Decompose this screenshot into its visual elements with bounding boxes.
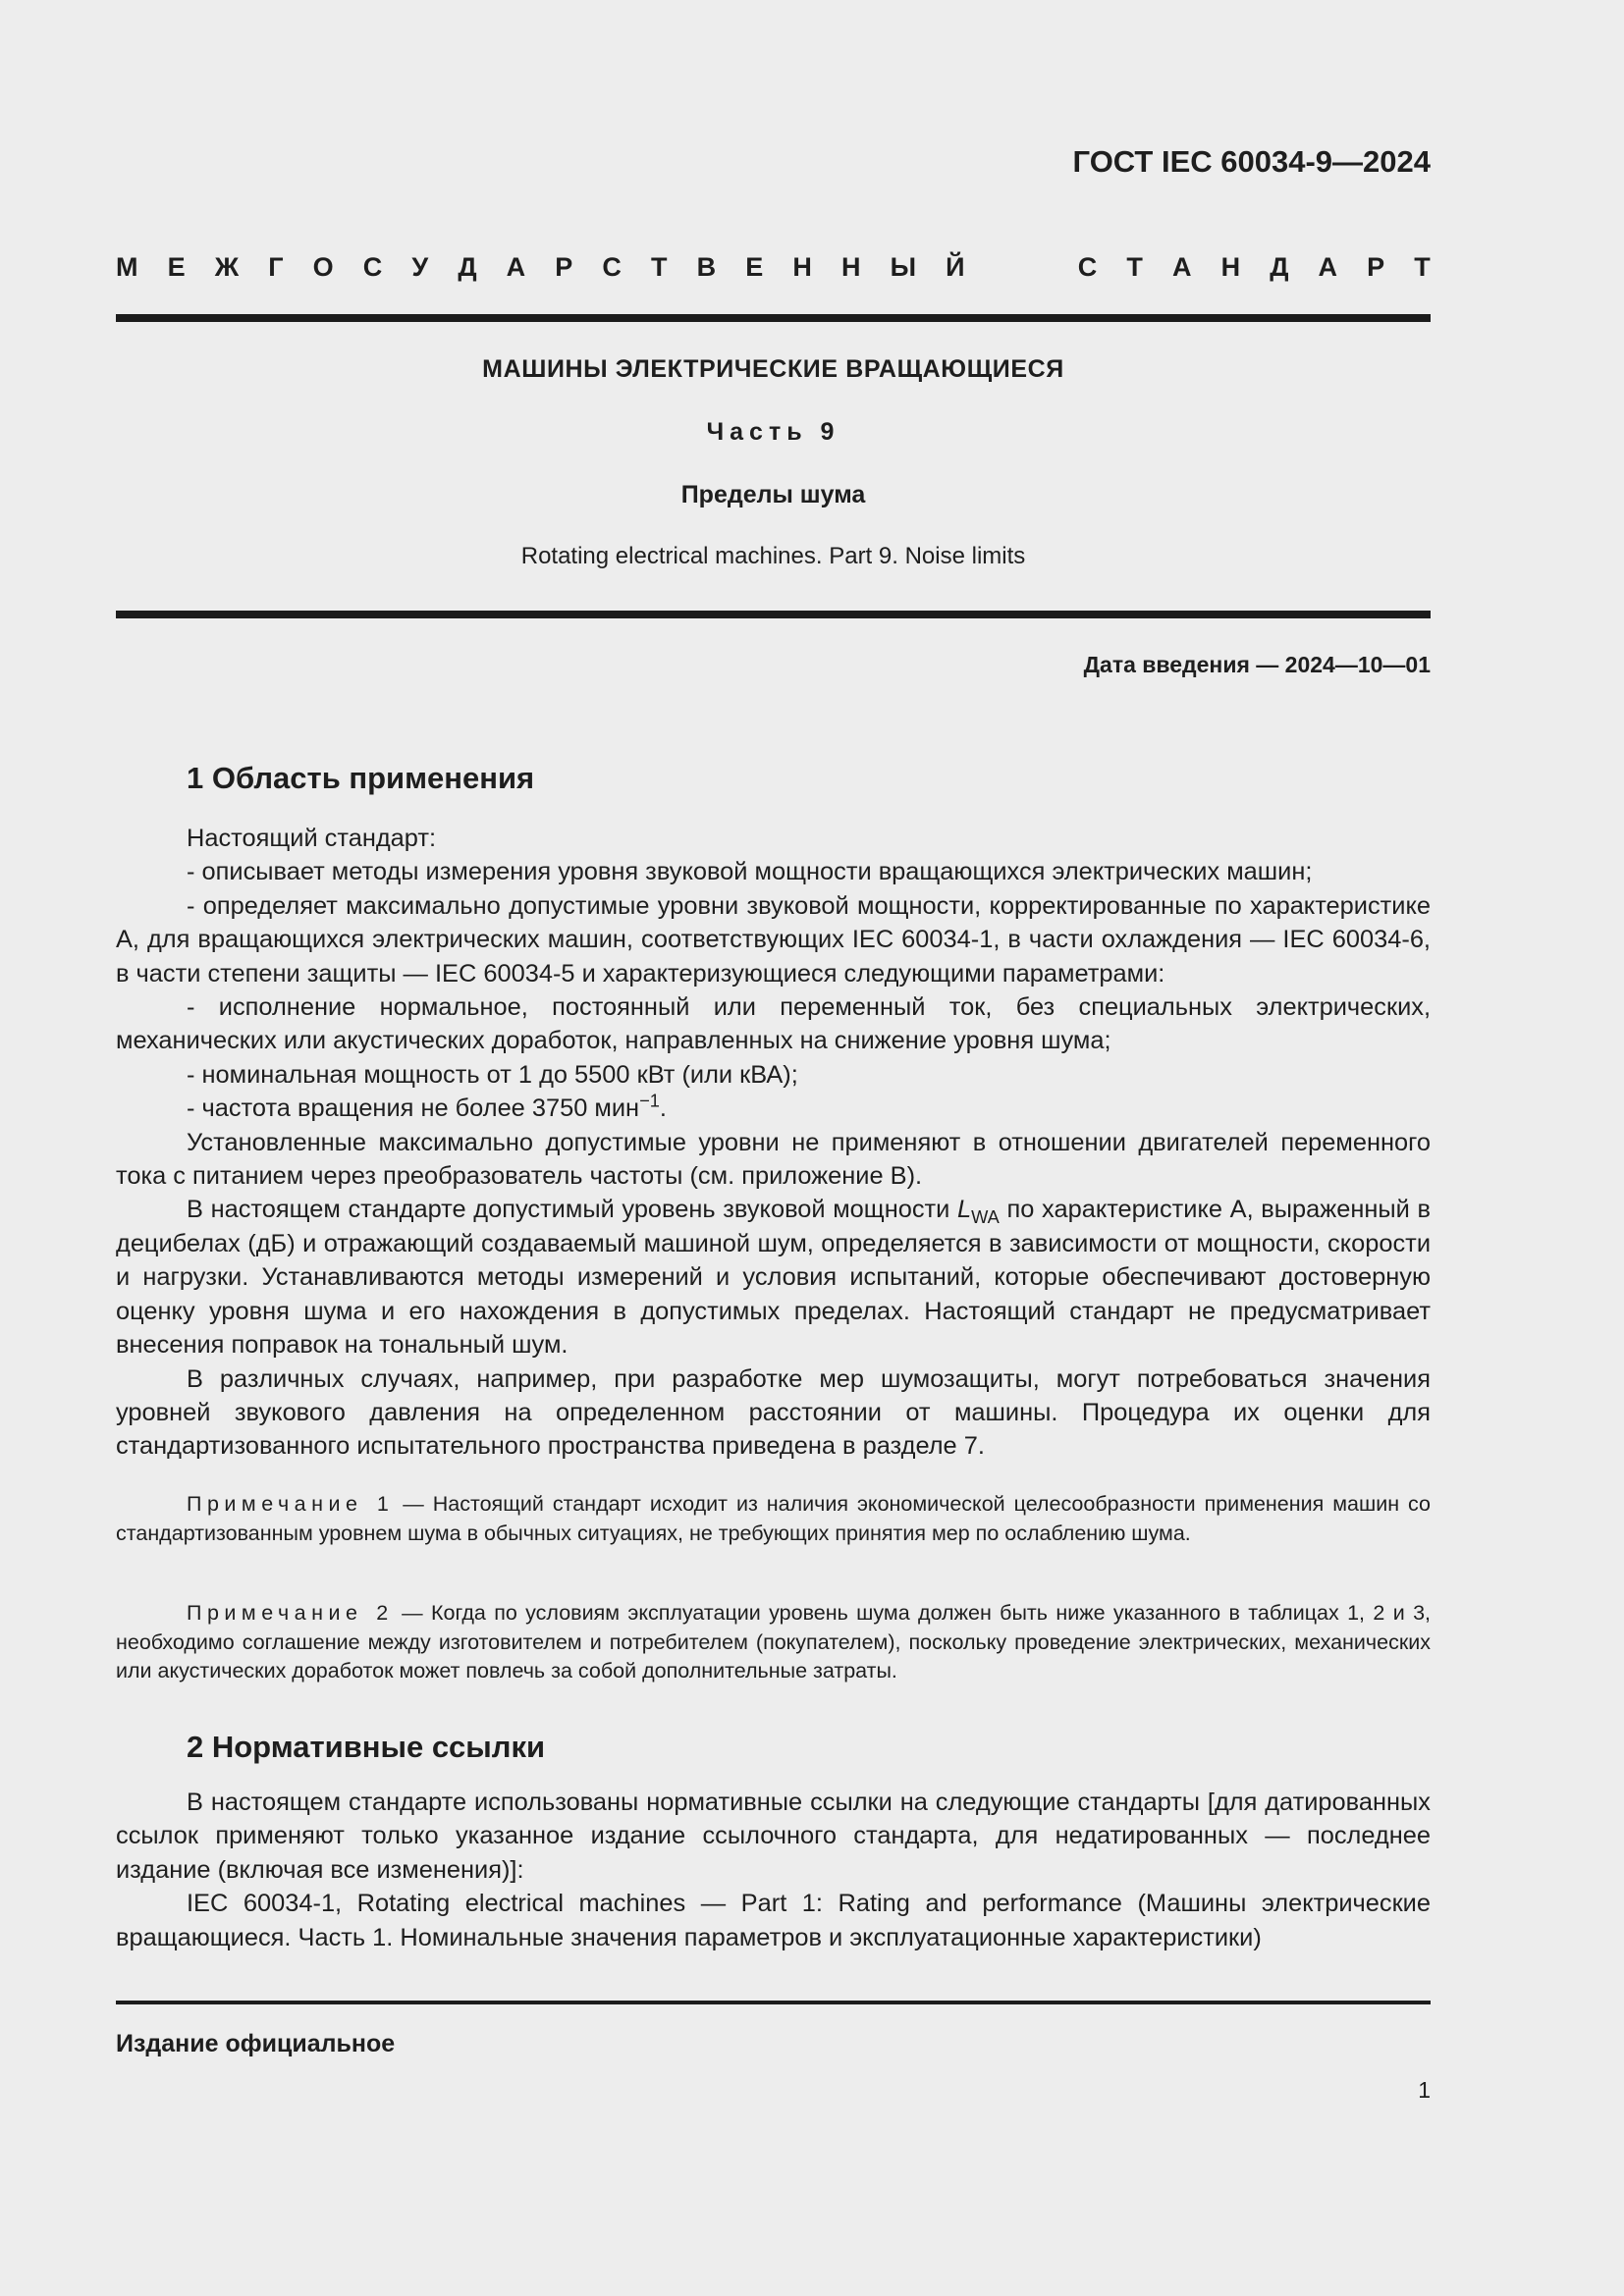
paragraph: Настоящий стандарт: [187, 825, 437, 852]
standard-type-letter: Н [1220, 252, 1241, 282]
standard-type-letter: Д [1270, 252, 1289, 282]
standard-type-letter: С [602, 252, 622, 282]
variable-subscript: WA [971, 1206, 1000, 1228]
section-2-heading: 2 Нормативные ссылки [187, 1730, 546, 1764]
standard-type-letter: О [312, 252, 334, 282]
standard-type-letter: В [696, 252, 717, 282]
standard-type-letter: М [116, 252, 138, 282]
standard-type-letter: С [1077, 252, 1098, 282]
standard-type-letter: Е [745, 252, 764, 282]
standard-type-letter: Й [946, 252, 965, 282]
variable-symbol: L [957, 1196, 972, 1224]
standard-type-letter: Ы [890, 252, 917, 282]
note-text: — Настоящий стандарт исходит из наличия экономической целесообразности применения машин со стандартизованным уровнем шума в обычных ситуациях, не требующих принятия мер по ослаблению шума. [116, 1492, 1432, 1545]
standard-type-letter: Е [167, 252, 186, 282]
footer-rule [116, 2001, 1431, 2004]
word-gap [995, 252, 1049, 283]
exponent: −1 [639, 1090, 660, 1111]
standard-type-letter: С [362, 252, 383, 282]
note-1 [116, 1490, 1431, 1548]
edition-label: Издание официальное [116, 2030, 396, 2057]
section-1-heading: 1 Область применения [187, 761, 535, 795]
standard-type-letter: А [1171, 252, 1192, 282]
section-1-body [116, 822, 1431, 1464]
standard-type-letter: А [506, 252, 526, 282]
standard-type-letter: Р [1367, 252, 1385, 282]
standard-type-letter: Н [840, 252, 861, 282]
document-subtitle: Пределы шума [680, 481, 866, 508]
page-number: 1 [1418, 2077, 1431, 2103]
standard-type-letter: Ж [214, 252, 240, 282]
standard-type-heading [116, 252, 1431, 283]
standard-type-letter: Т [651, 252, 668, 282]
document-number: ГОСТ IEC 60034-9—2024 [1072, 144, 1431, 179]
document-title: МАШИНЫ ЭЛЕКТРИЧЕСКИЕ ВРАЩАЮЩИЕСЯ [482, 355, 1064, 383]
paragraph-text: В настоящем стандарте допустимый уровень звуковой мощности [187, 1196, 957, 1224]
list-item: - описывает методы измерения уровня звуковой мощности вращающихся электрических машин; [187, 858, 1313, 886]
list-item: - номинальная мощность от 1 до 5500 кВт (или кВА); [187, 1060, 798, 1089]
paragraph: Установленные максимально допустимые уровни не применяют в отношении двигателей переменного тока с питанием через преобразователь частоты (см. приложение В). [116, 1128, 1431, 1191]
punctuation: . [659, 1095, 667, 1123]
standard-type-letter: Г [268, 252, 284, 282]
list-item [116, 1092, 1431, 1125]
section-2-body [116, 1786, 1431, 1954]
list-item: - исполнение нормальное, постоянный или переменный ток, без специальных электрических, механических или акустических доработок, направленных на снижение уровня шума; [116, 993, 1431, 1055]
note-text: — Когда по условиям эксплуатации уровень шума должен быть ниже указанного в таблицах 1, 2 и 3, необходимо соглашение между изготовителем и потребителем (покупателем), поскольку проведение электрических, механических или акустических доработок может повлечь за собой дополнительные затраты. [116, 1601, 1431, 1682]
note-2 [116, 1599, 1431, 1686]
english-title: Rotating electrical machines. Part 9. Noise limits [520, 543, 1026, 569]
standard-type-letter: Н [792, 252, 812, 282]
standard-type-letter: Т [1414, 252, 1431, 282]
standard-type-letter: У [411, 252, 429, 282]
note-label: Примечание 2 [187, 1601, 394, 1625]
document-part: Часть 9 [706, 418, 840, 446]
standard-type-letter: А [1318, 252, 1338, 282]
list-item: - определяет максимально допустимые уровни звуковой мощности, корректированные по характеристике А, для вращающихся электрических машин, соответствующих IEC 60034-1, в части охлаждения — IEC 60034-6, в части степени защиты — IEC 60034-5 и характеризующиеся следующими параметрами: [116, 891, 1431, 988]
paragraph-text: по характеристике А, выраженный в децибелах (дБ) и отражающий создаваемый машиной шум, определяется в зависимости от мощности, скорости и нагрузки. Устанавливаются методы измерений и условия испытаний, которые обеспечивают достоверную оценку уровня шума и его нахождения в допустимых пределах. Настоящий стандарт не предусматривает внесения поправок на тональный шум. [116, 1196, 1431, 1360]
standard-type-letter: Т [1126, 252, 1143, 282]
paragraph: В настоящем стандарте использованы нормативные ссылки на следующие стандарты [для датированных ссылок применяют только указанное издание ссылочного стандарта, для недатированных — последнее издание (включая все изменения)]: [116, 1789, 1431, 1884]
introduction-date: Дата введения — 2024—10—01 [1083, 652, 1431, 677]
title-rule [116, 611, 1431, 618]
paragraph: В различных случаях, например, при разработке мер шумозащиты, могут потребоваться значения уровней звукового давления на определенном расстоянии от машины. Процедура их оценки для стандартизованного испытательного пространства приведена в разделе 7. [116, 1364, 1431, 1461]
list-item-text: - частота вращения не более 3750 мин [187, 1095, 640, 1123]
paragraph [116, 1193, 1431, 1362]
standard-type-letter: Д [458, 252, 477, 282]
note-label: Примечание 1 [187, 1492, 395, 1516]
standard-type-letter: Р [555, 252, 573, 282]
top-rule [116, 314, 1431, 322]
paragraph: IEC 60034-1, Rotating electrical machines — Part 1: Rating and performance (Машины электрические вращающиеся. Часть 1. Номинальные значения параметров и эксплуатационные характеристики) [116, 1890, 1431, 1951]
